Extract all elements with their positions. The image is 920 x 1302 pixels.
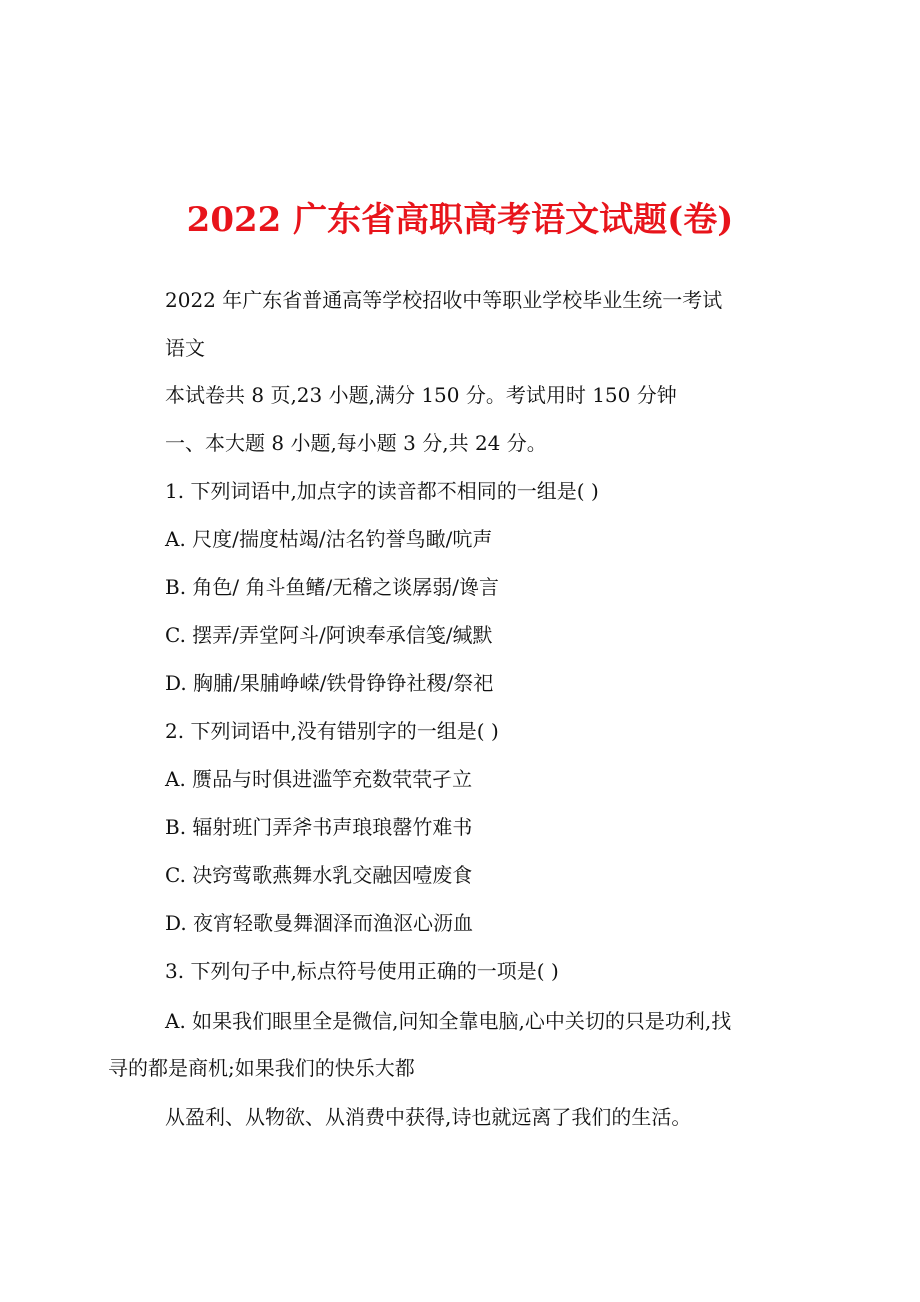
subject-line: 语文 [165, 336, 205, 360]
question-1: 1. 下列词语中,加点字的读音都不相同的一组是( ) [165, 479, 599, 503]
paragraph-continuation: 从盈利、从物欲、从消费中获得,诗也就远离了我们的生活。 [165, 1105, 692, 1129]
q2-option-d: D. 夜宵轻歌曼舞涸泽而渔沤心沥血 [165, 911, 474, 935]
question-2: 2. 下列词语中,没有错别字的一组是( ) [165, 719, 499, 743]
question-3: 3. 下列句子中,标点符号使用正确的一项是( ) [165, 959, 559, 983]
document-title: 2022 广东省高职高考语文试题(卷) [186, 200, 734, 240]
q1-option-c: C. 摆弄/弄堂阿斗/阿谀奉承信笺/缄默 [165, 623, 493, 647]
section-heading: 一、本大题 8 小题,每小题 3 分,共 24 分。 [165, 431, 547, 455]
q1-option-b: B. 角色/ 角斗鱼鳍/无稽之谈孱弱/谗言 [165, 575, 499, 599]
q3-option-a-continued: 寻的都是商机;如果我们的快乐大都 [108, 1056, 415, 1080]
exam-heading-line: 2022 年广东省普通高等学校招收中等职业学校毕业生统一考试 [165, 288, 723, 312]
q1-option-d: D. 胸脯/果脯峥嵘/铁骨铮铮社稷/祭祀 [165, 671, 494, 695]
q3-option-a: A. 如果我们眼里全是微信,问知全靠电脑,心中关切的只是功利,找 [165, 1009, 732, 1033]
q2-option-b: B. 辐射班门弄斧书声琅琅罄竹难书 [165, 815, 473, 839]
exam-info-line: 本试卷共 8 页,23 小题,满分 150 分。考试用时 150 分钟 [165, 383, 677, 407]
q2-option-a: A. 赝品与时俱进滥竽充数茕茕孑立 [165, 767, 473, 791]
q2-option-c: C. 决窍莺歌燕舞水乳交融因噎废食 [165, 863, 473, 887]
q1-option-a: A. 尺度/揣度枯竭/沽名钓誉鸟瞰/吭声 [165, 527, 493, 551]
